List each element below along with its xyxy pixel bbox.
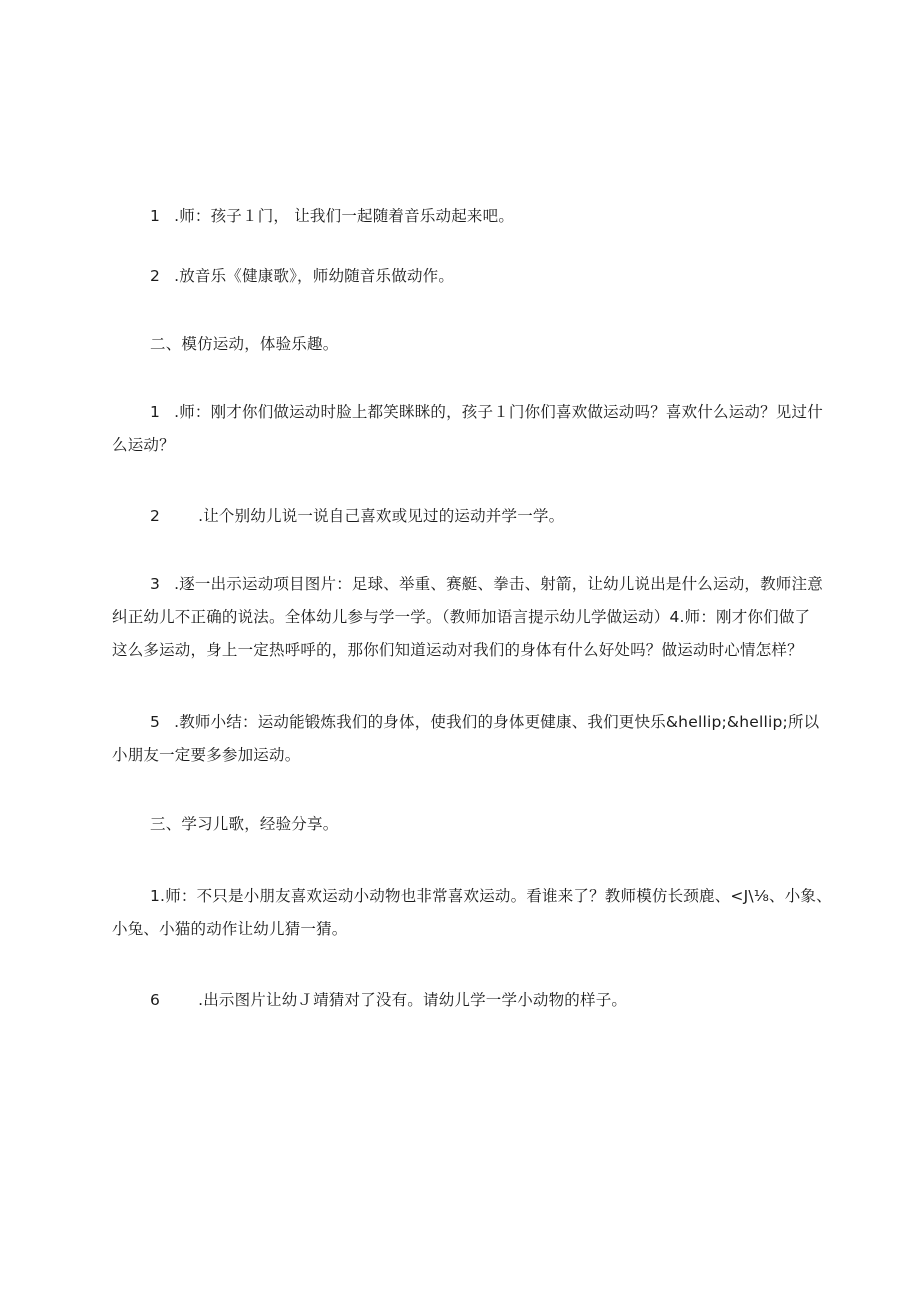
item-number: 2 <box>150 507 161 525</box>
paragraph-line <box>112 429 812 462</box>
paragraph-line <box>112 808 812 841</box>
line-text: 小兔、小猫的动作让幼儿猜一猜。 <box>112 920 348 938</box>
line-text: 么运动？ <box>112 436 175 454</box>
paragraph-line <box>112 880 832 913</box>
line-text: .出示图片让幼Ｊ靖猜对了没有。请幼儿学一学小动物的样子。 <box>198 991 628 1009</box>
line-text: 1.师：不只是小朋友喜欢运动小动物也非常喜欢运动。看谁来了？教师模仿长颈鹿、<J\⅛、小象、 <box>150 887 832 905</box>
line-text: .师：孩子１门， 让我们一起随着音乐动起来吧。 <box>174 207 515 225</box>
line-text: .教师小结：运动能锻炼我们的身体，使我们的身体更健康、我们更快乐&hellip;&hellip;所以 <box>174 713 820 731</box>
paragraph-8 <box>112 984 812 1017</box>
item-number: 3 <box>150 575 161 593</box>
paragraph-line <box>112 328 812 361</box>
paragraph-4 <box>112 500 812 533</box>
paragraph-line <box>112 634 812 667</box>
paragraph-2 <box>112 260 812 293</box>
heading-text: 二、模仿运动，体验乐趣。 <box>150 335 339 353</box>
paragraph-line <box>112 601 812 634</box>
item-number: 2 <box>150 267 161 285</box>
item-number: 6 <box>150 991 161 1009</box>
paragraph-5 <box>112 568 823 667</box>
paragraph-line <box>112 739 812 772</box>
heading-text: 三、学习儿歌，经验分享。 <box>150 815 339 833</box>
paragraph-line <box>112 396 823 429</box>
section-heading-2 <box>112 328 812 361</box>
item-number: 5 <box>150 713 161 731</box>
paragraph-3 <box>112 396 823 462</box>
paragraph-7 <box>112 880 832 946</box>
line-text: .放音乐《健康歌》，师幼随音乐做动作。 <box>174 267 455 285</box>
line-text: .逐一出示运动项目图片：足球、举重、赛艇、拳击、射箭，让幼儿说出是什么运动，教师注意 <box>174 575 823 593</box>
paragraph-1 <box>112 200 812 233</box>
line-text: .师：刚才你们做运动时脸上都笑眯眯的，孩子１门你们喜欢做运动吗？喜欢什么运动？见过什 <box>174 403 823 421</box>
section-heading-3 <box>112 808 812 841</box>
item-number: 1 <box>150 403 161 421</box>
paragraph-line <box>112 913 812 946</box>
paragraph-line <box>112 260 812 293</box>
item-number: 1 <box>150 207 161 225</box>
line-text: 纠正幼儿不正确的说法。全体幼儿参与学一学。（教师加语言提示幼儿学做运动）4.师：刚才你们做了 <box>112 608 811 626</box>
paragraph-6 <box>112 706 820 772</box>
paragraph-line <box>112 500 812 533</box>
paragraph-line <box>112 568 823 601</box>
paragraph-line <box>112 984 812 1017</box>
paragraph-line <box>112 200 812 233</box>
line-text: 这么多运动，身上一定热呼呼的，那你们知道运动对我们的身体有什么好处吗？做运动时心情怎样？ <box>112 641 803 659</box>
line-text: .让个别幼儿说一说自己喜欢或见过的运动并学一学。 <box>198 507 565 525</box>
paragraph-line <box>112 706 820 739</box>
line-text: 小朋友一定要多参加运动。 <box>112 746 301 764</box>
